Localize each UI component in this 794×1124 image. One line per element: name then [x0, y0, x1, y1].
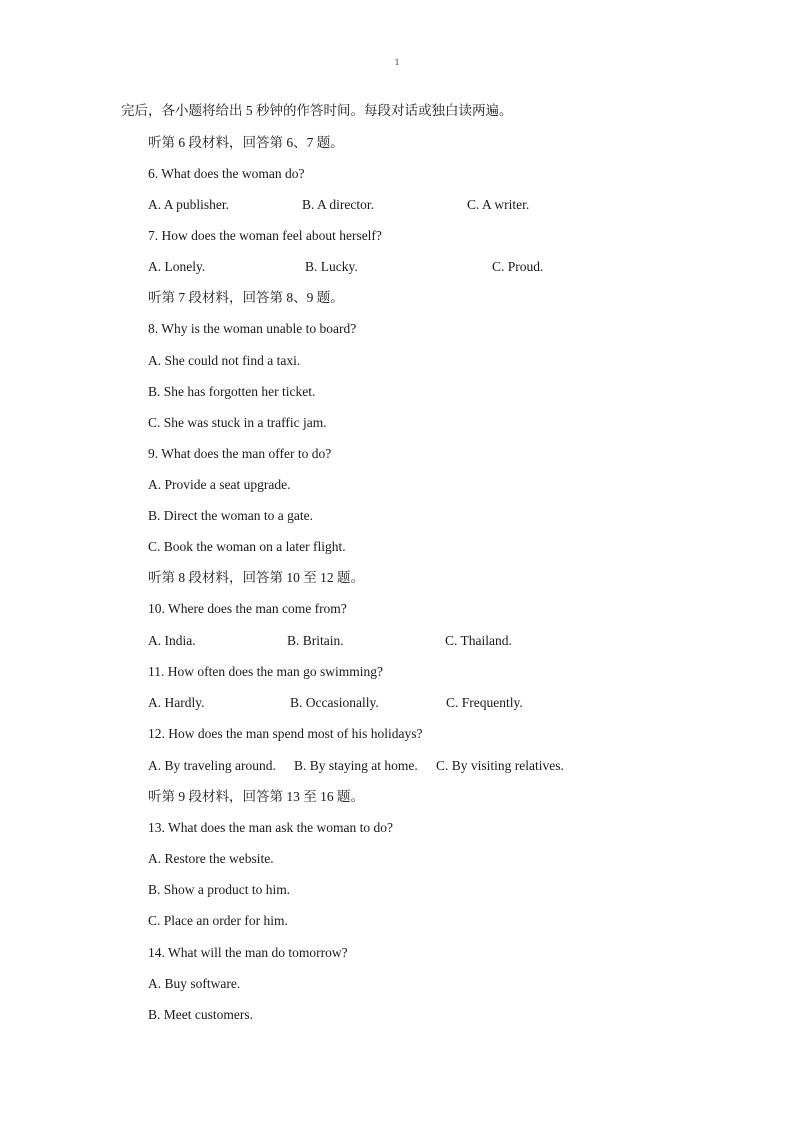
section-heading-7: 听第 7 段材料，回答第 8、9 题。 — [148, 290, 344, 305]
option-13b: B. Show a product to him. — [148, 882, 291, 897]
option-9b: B. Direct the woman to a gate. — [148, 508, 313, 523]
section-heading-8: 听第 8 段材料，回答第 10 至 12 题。 — [148, 570, 364, 585]
option-9a: A. Provide a seat upgrade. — [148, 477, 291, 492]
option-6b: B. A director. — [302, 197, 374, 212]
option-14b: B. Meet customers. — [148, 1007, 253, 1022]
option-8a: A. She could not find a taxi. — [148, 353, 301, 368]
question-12: 12. How does the man spend most of his holidays? — [148, 726, 423, 741]
question-9: 9. What does the man offer to do? — [148, 446, 332, 461]
section-heading-9: 听第 9 段材料，回答第 13 至 16 题。 — [148, 789, 364, 804]
option-7c: C. Proud. — [492, 259, 544, 274]
intro-text: 完后，各小题将给出 5 秒钟的作答时间。每段对话或独白读两遍。 — [121, 103, 513, 118]
option-12b: B. By staying at home. — [294, 758, 418, 773]
option-11b: B. Occasionally. — [290, 695, 379, 710]
option-11c: C. Frequently. — [446, 695, 523, 710]
option-14a: A. Buy software. — [148, 976, 241, 991]
option-6c: C. A writer. — [467, 197, 530, 212]
option-8c: C. She was stuck in a traffic jam. — [148, 415, 327, 430]
option-10a: A. India. — [148, 633, 196, 648]
question-13: 13. What does the man ask the woman to do? — [148, 820, 393, 835]
question-8: 8. Why is the woman unable to board? — [148, 321, 357, 336]
option-7a: A. Lonely. — [148, 259, 206, 274]
option-12a: A. By traveling around. — [148, 758, 276, 773]
option-12c: C. By visiting relatives. — [436, 758, 564, 773]
option-13c: C. Place an order for him. — [148, 913, 288, 928]
option-9c: C. Book the woman on a later flight. — [148, 539, 346, 554]
option-10b: B. Britain. — [287, 633, 344, 648]
section-heading-6: 听第 6 段材料，回答第 6、7 题。 — [148, 135, 344, 150]
question-6: 6. What does the woman do? — [148, 166, 305, 181]
question-11: 11. How often does the man go swimming? — [148, 664, 383, 679]
question-14: 14. What will the man do tomorrow? — [148, 945, 348, 960]
option-6a: A. A publisher. — [148, 197, 230, 212]
option-10c: C. Thailand. — [445, 633, 512, 648]
option-8b: B. She has forgotten her ticket. — [148, 384, 316, 399]
option-13a: A. Restore the website. — [148, 851, 274, 866]
page-number: 1 — [394, 57, 400, 67]
option-7b: B. Lucky. — [305, 259, 358, 274]
question-10: 10. Where does the man come from? — [148, 601, 347, 616]
option-11a: A. Hardly. — [148, 695, 205, 710]
question-7: 7. How does the woman feel about herself? — [148, 228, 382, 243]
